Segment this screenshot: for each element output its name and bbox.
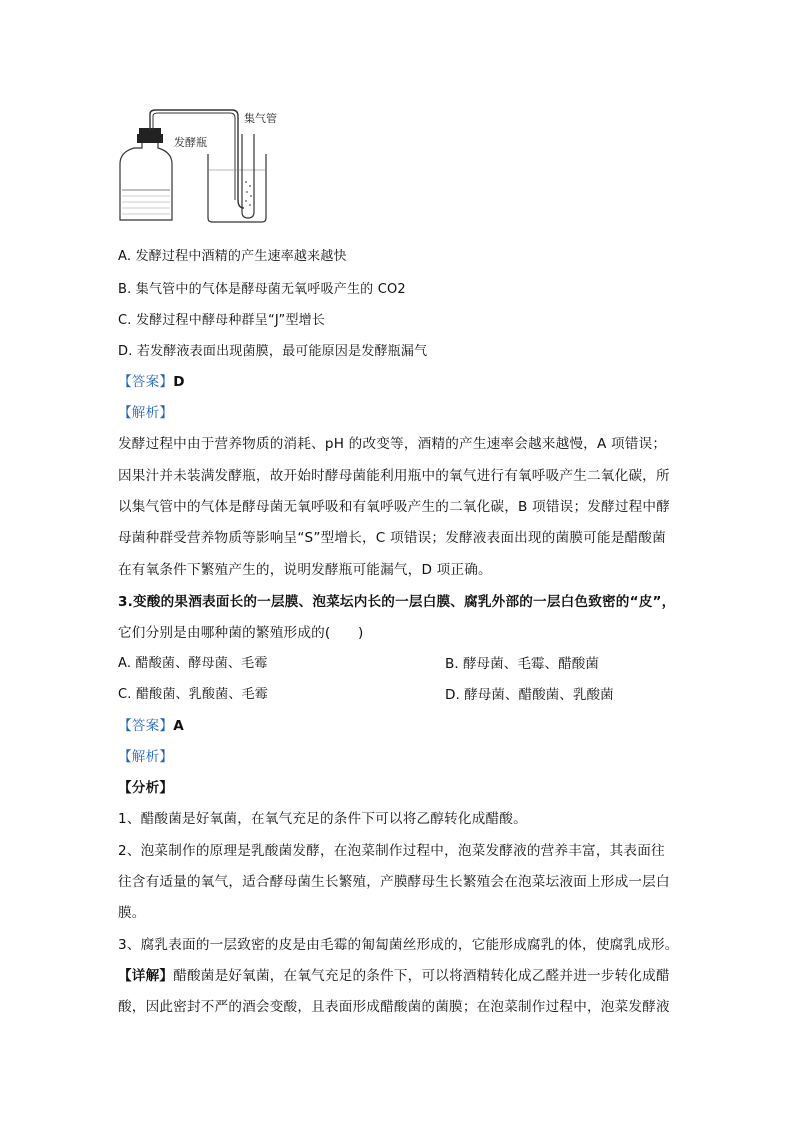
q2-analysis-line: 以集气管中的气体是酵母菌无氧呼吸和有氧呼吸产生的二氧化碳，B 项错误；发酵过程中酵 (118, 499, 670, 515)
q3-option-c: C. 醋酸菌、乳酸菌、毛霉 (118, 687, 268, 702)
q3-detail-line: 【详解】醋酸菌是好氧菌，在氧气充足的条件下，可以将酒精转化成乙醛并进一步转化成醋 (118, 968, 670, 984)
q3-option-b: B. 酵母菌、毛霉、醋酸菌 (445, 656, 599, 672)
tube-label: 集气管 (244, 112, 277, 125)
q2-option-c: C. 发酵过程中酵母种群呈“J”型增长 (118, 313, 326, 328)
q2-option-b: B. 集气管中的气体是酵母菌无氧呼吸产生的 CO2 (118, 282, 406, 297)
q2-answer: D (173, 374, 185, 390)
q2-answer-line (118, 372, 688, 392)
q3-option-d: D. 酵母菌、醋酸菌、乳酸菌 (445, 687, 614, 703)
q3-answer: A (173, 718, 184, 734)
q3-stem: 它们分别是由哪种菌的繁殖形成的( ) (118, 625, 364, 641)
q3-answer-line (118, 716, 688, 736)
q2-analysis-tag: 【解析】 (118, 405, 174, 421)
q3-point: 1、醋酸菌是好氧菌，在氧气充足的条件下可以将乙醇转化成醋酸。 (118, 811, 527, 827)
bottle-stopper (137, 134, 163, 143)
q2-option-a: A. 发酵过程中酒精的产生速率越来越快 (118, 249, 347, 264)
answer-tag: 【答案】 (118, 718, 174, 734)
q2-option-d: D. 若发酵液表面出现菌膜，最可能原因是发酵瓶漏气 (118, 344, 428, 359)
q3-point: 3、腐乳表面的一层致密的皮是由毛霉的匍匐菌丝形成的，它能形成腐乳的体，使腐乳成形。 (118, 937, 679, 953)
q3-point: 2、泡菜制作的原理是乳酸菌发酵，在泡菜制作过程中，泡菜发酵液的营养丰富，其表面往 (118, 843, 665, 859)
q2-analysis-line: 因果汁并未装满发酵瓶，故开始时酵母菌能利用瓶中的氧气进行有氧呼吸产生二氧化碳，所 (118, 468, 670, 484)
q3-fenxi-tag: 【分析】 (118, 780, 174, 796)
q3-detail-line: 酸，因此密封不严的酒会变酸，且表面形成醋酸菌的菌膜；在泡菜制作过程中，泡菜发酵液 (118, 999, 670, 1015)
q2-analysis-line: 母菌种群受营养物质等影响呈“S”型增长，C 项错误；发酵液表面出现的菌膜可能是醋酸菌 (118, 530, 666, 546)
q3-stem: 3.变酸的果酒表面长的一层膜、泡菜坛内长的一层白膜、腐乳外部的一层白色致密的“皮”， (118, 594, 676, 610)
answer-tag: 【答案】 (118, 374, 174, 390)
fermentation-apparatus-diagram (112, 108, 282, 228)
q3-analysis-tag: 【解析】 (118, 749, 174, 765)
q3-point: 往含有适量的氧气，适合酵母菌生长繁殖，产膜酵母生长繁殖会在泡菜坛液面上形成一层白 (118, 874, 670, 890)
q2-analysis-line: 发酵过程中由于营养物质的消耗、pH 的改变等，酒精的产生速率会越来越慢，A 项错误； (118, 436, 667, 452)
q3-option-a: A. 醋酸菌、酵母菌、毛霉 (118, 656, 268, 671)
q3-point: 膜。 (118, 905, 146, 921)
detail-tag: 【详解】 (118, 968, 174, 984)
q2-analysis-line: 在有氧条件下繁殖产生的，说明发酵瓶可能漏气，D 项正确。 (118, 562, 492, 578)
bottle-label: 发酵瓶 (174, 136, 207, 149)
